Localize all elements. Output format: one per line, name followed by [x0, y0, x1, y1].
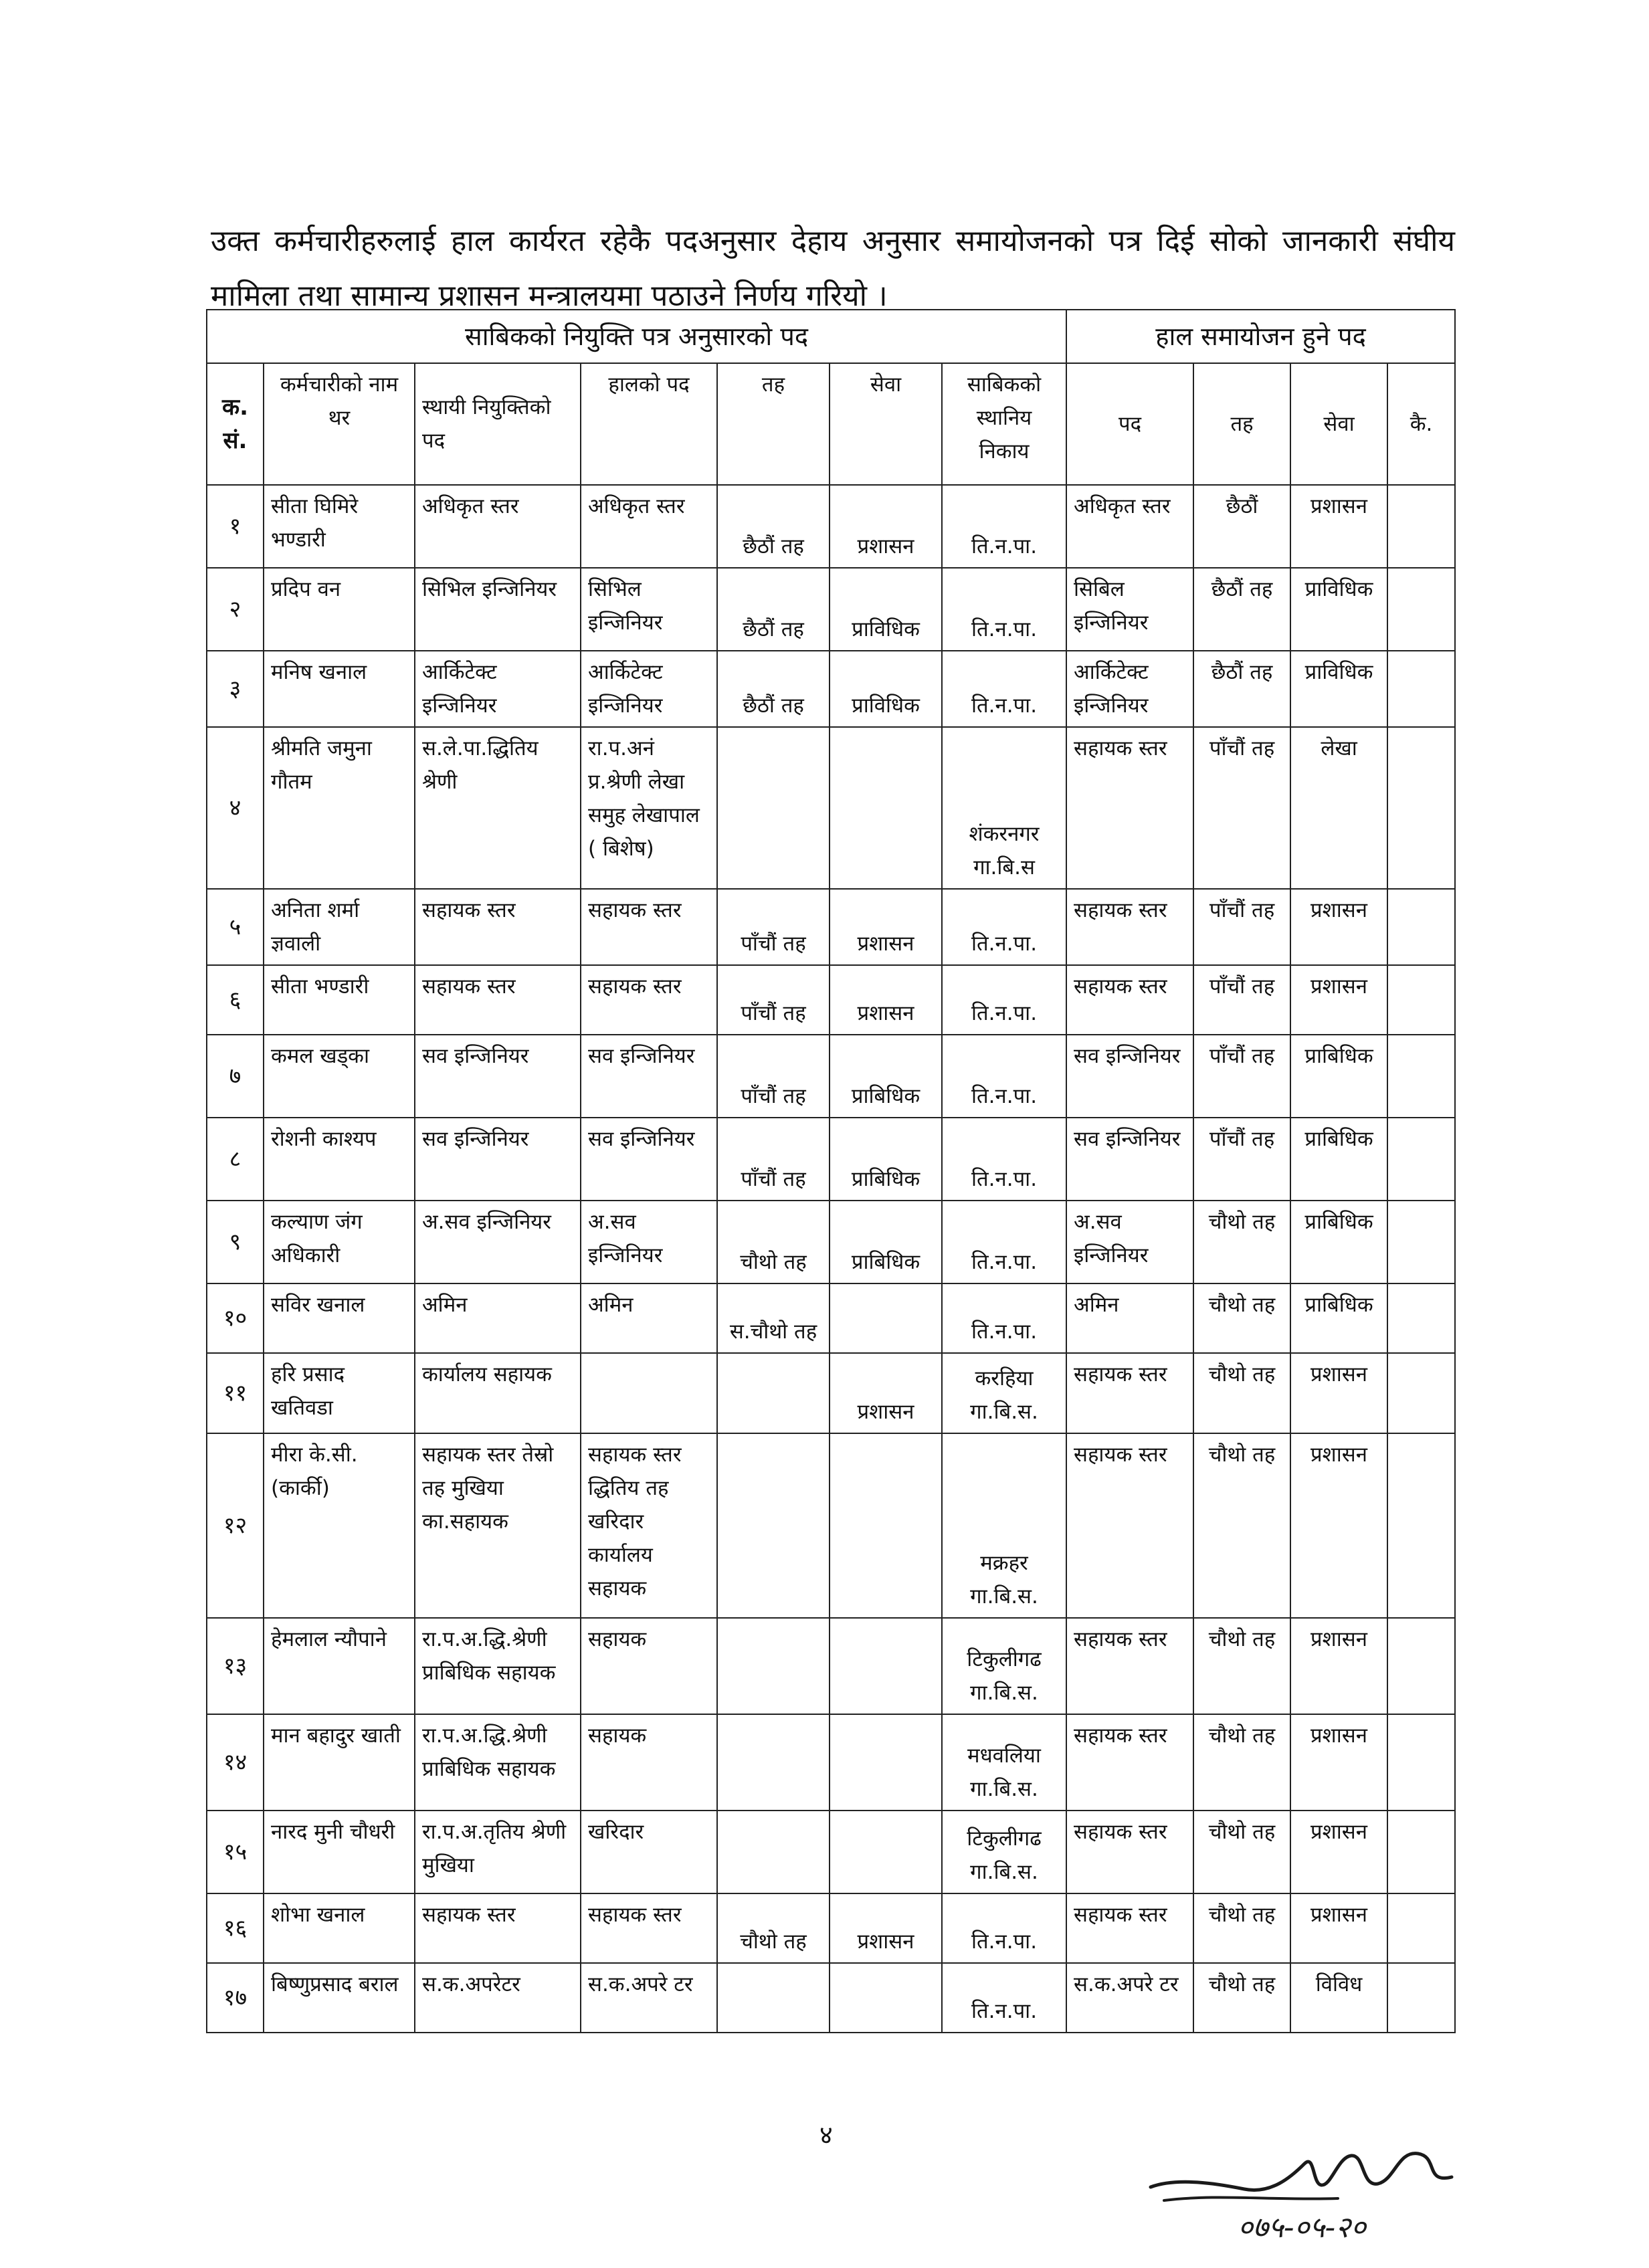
table-row [207, 1433, 1455, 1618]
new-service-cell: प्रशासन [1290, 1353, 1387, 1433]
current-post-cell: सहायक स्तर [581, 965, 717, 1035]
permanent-post-cell: सहायक स्तर [415, 965, 581, 1035]
name-cell: सविर खनाल [264, 1283, 415, 1353]
current-post-cell: अधिकृत स्तर [581, 485, 717, 568]
intro-paragraph: उक्त कर्मचारीहरुलाई हाल कार्यरत रहेकै पदअनुसार देहाय अनुसार समायोजनको पत्र दिई सोको जानकारी संघीय मामिला तथा सामान्य प्रशासन मन्त्रालयमा पठाउने निर्णय गरियो । [211, 224, 1455, 313]
header-new-service: सेवा [1290, 363, 1387, 485]
signature-date: ०७५-०५-२० [1238, 2210, 1366, 2245]
new-post-cell: सहायक स्तर [1066, 1433, 1193, 1618]
new-post-cell: सिबिल इन्जिनियर [1066, 568, 1193, 651]
remarks-cell [1387, 727, 1455, 889]
table-row [207, 568, 1455, 651]
new-level-cell: चौथो तह [1193, 1811, 1290, 1893]
name-cell: शोभा खनाल [264, 1893, 415, 1963]
new-service-cell: प्रशासन [1290, 1811, 1387, 1893]
local-body-cell: ति.न.पा. [942, 651, 1066, 727]
new-level-cell: चौथो तह [1193, 1433, 1290, 1618]
current-post-cell: सिभिल इन्जिनियर [581, 568, 717, 651]
header-serial: क. सं. [207, 363, 264, 485]
new-level-cell: छैठौं [1193, 485, 1290, 568]
new-level-cell: पाँचौं तह [1193, 727, 1290, 889]
serial-cell: ७ [207, 1035, 264, 1118]
current-post-cell: सहायक स्तर द्धितिय तह खरिदार कार्यालय सहायक [581, 1433, 717, 1618]
new-level-cell: पाँचौं तह [1193, 889, 1290, 965]
new-post-cell: सव इन्जिनियर [1066, 1118, 1193, 1201]
current-post-cell [581, 1353, 717, 1433]
new-post-cell: सव इन्जिनियर [1066, 1035, 1193, 1118]
serial-cell: ९ [207, 1201, 264, 1283]
service-cell: प्राविधिक [830, 568, 942, 651]
new-post-cell: सहायक स्तर [1066, 1618, 1193, 1714]
new-post-cell: सहायक स्तर [1066, 1893, 1193, 1963]
page-number: ४ [819, 2120, 833, 2150]
new-service-cell: प्राविधिक [1290, 651, 1387, 727]
name-cell: नारद मुनी चौधरी [264, 1811, 415, 1893]
level-cell: पाँचौं तह [717, 1118, 830, 1201]
permanent-post-cell: सिभिल इन्जिनियर [415, 568, 581, 651]
current-post-cell: अमिन [581, 1283, 717, 1353]
level-cell: छैठौं तह [717, 485, 830, 568]
new-service-cell: प्रशासन [1290, 1893, 1387, 1963]
local-body-cell: टिकुलीगढ गा.बि.स. [942, 1618, 1066, 1714]
group-header-previous: साबिकको नियुक्ति पत्र अनुसारको पद [207, 310, 1066, 363]
local-body-cell: टिकुलीगढ गा.बि.स. [942, 1811, 1066, 1893]
local-body-cell: ति.न.पा. [942, 1118, 1066, 1201]
new-service-cell: विविध [1290, 1963, 1387, 2033]
local-body-cell: ति.न.पा. [942, 1963, 1066, 2033]
new-service-cell: प्राबिधिक [1290, 1283, 1387, 1353]
serial-cell: ११ [207, 1353, 264, 1433]
table-row [207, 1118, 1455, 1201]
service-cell [830, 727, 942, 889]
serial-cell: १ [207, 485, 264, 568]
name-cell: मान बहादुर खाती [264, 1714, 415, 1811]
remarks-cell [1387, 1433, 1455, 1618]
new-level-cell: पाँचौं तह [1193, 1035, 1290, 1118]
name-cell: मीरा के.सी. (कार्की) [264, 1433, 415, 1618]
remarks-cell [1387, 1353, 1455, 1433]
table-row [207, 1283, 1455, 1353]
remarks-cell [1387, 1893, 1455, 1963]
serial-cell: २ [207, 568, 264, 651]
table-row [207, 651, 1455, 727]
local-body-cell: मधवलिया गा.बि.स. [942, 1714, 1066, 1811]
local-body-cell: शंकरनगर गा.बि.स [942, 727, 1066, 889]
permanent-post-cell: सव इन्जिनियर [415, 1035, 581, 1118]
service-cell: प्रशासन [830, 1353, 942, 1433]
name-cell: रोशनी काश्यप [264, 1118, 415, 1201]
header-level: तह [717, 363, 830, 485]
remarks-cell [1387, 1963, 1455, 2033]
serial-cell: ५ [207, 889, 264, 965]
table-row [207, 1714, 1455, 1811]
serial-cell: १० [207, 1283, 264, 1353]
permanent-post-cell: कार्यालय सहायक [415, 1353, 581, 1433]
header-permanent-post: स्थायी नियुक्तिको पद [415, 363, 581, 485]
level-cell [717, 1353, 830, 1433]
serial-cell: १७ [207, 1963, 264, 2033]
level-cell: छैठौं तह [717, 651, 830, 727]
permanent-post-cell: आर्किटेक्ट इन्जिनियर [415, 651, 581, 727]
table-row [207, 889, 1455, 965]
local-body-cell: ति.न.पा. [942, 1893, 1066, 1963]
group-header-adjusted: हाल समायोजन हुने पद [1066, 310, 1455, 363]
new-service-cell: प्राबिधिक [1290, 1201, 1387, 1283]
current-post-cell: सव इन्जिनियर [581, 1035, 717, 1118]
serial-cell: १४ [207, 1714, 264, 1811]
table-row [207, 1811, 1455, 1893]
local-body-cell: ति.न.पा. [942, 1283, 1066, 1353]
new-level-cell: चौथो तह [1193, 1893, 1290, 1963]
name-cell: मनिष खनाल [264, 651, 415, 727]
permanent-post-cell: स.ले.पा.द्धितिय श्रेणी [415, 727, 581, 889]
local-body-cell: ति.न.पा. [942, 568, 1066, 651]
name-cell: बिष्णुप्रसाद बराल [264, 1963, 415, 2033]
current-post-cell: सहायक स्तर [581, 1893, 717, 1963]
level-cell: स.चौथो तह [717, 1283, 830, 1353]
local-body-cell: ति.न.पा. [942, 1201, 1066, 1283]
permanent-post-cell: रा.प.अ.द्धि.श्रेणी प्राबिधिक सहायक [415, 1618, 581, 1714]
local-body-cell: ति.न.पा. [942, 965, 1066, 1035]
name-cell: अनिता शर्मा ज्ञवाली [264, 889, 415, 965]
level-cell: पाँचौं तह [717, 889, 830, 965]
header-new-post: पद [1066, 363, 1193, 485]
permanent-post-cell: अधिकृत स्तर [415, 485, 581, 568]
header-service: सेवा [830, 363, 942, 485]
new-service-cell: प्राबिधिक [1290, 1118, 1387, 1201]
service-cell [830, 1714, 942, 1811]
name-cell: कमल खड्का [264, 1035, 415, 1118]
level-cell: चौथो तह [717, 1201, 830, 1283]
local-body-cell: ति.न.पा. [942, 1035, 1066, 1118]
name-cell: हरि प्रसाद खतिवडा [264, 1353, 415, 1433]
new-service-cell: प्रशासन [1290, 889, 1387, 965]
new-post-cell: सहायक स्तर [1066, 1353, 1193, 1433]
level-cell [717, 1714, 830, 1811]
new-post-cell: अधिकृत स्तर [1066, 485, 1193, 568]
name-cell: सीता घिमिरे भण्डारी [264, 485, 415, 568]
permanent-post-cell: अमिन [415, 1283, 581, 1353]
service-cell: प्रशासन [830, 889, 942, 965]
table-row [207, 965, 1455, 1035]
service-cell: प्रशासन [830, 1893, 942, 1963]
new-service-cell: प्रशासन [1290, 1714, 1387, 1811]
current-post-cell: सहायक [581, 1714, 717, 1811]
current-post-cell: सहायक [581, 1618, 717, 1714]
new-level-cell: चौथो तह [1193, 1283, 1290, 1353]
table-row [207, 1893, 1455, 1963]
new-post-cell: सहायक स्तर [1066, 727, 1193, 889]
service-cell: प्रशासन [830, 485, 942, 568]
new-level-cell: चौथो तह [1193, 1618, 1290, 1714]
service-cell: प्राबिधिक [830, 1201, 942, 1283]
permanent-post-cell: स.क.अपरेटर [415, 1963, 581, 2033]
current-post-cell: अ.सव इन्जिनियर [581, 1201, 717, 1283]
new-post-cell: सहायक स्तर [1066, 889, 1193, 965]
serial-cell: ८ [207, 1118, 264, 1201]
level-cell [717, 1618, 830, 1714]
current-post-cell: आर्किटेक्ट इन्जिनियर [581, 651, 717, 727]
new-service-cell: प्रशासन [1290, 1618, 1387, 1714]
service-cell [830, 1811, 942, 1893]
new-level-cell: पाँचौं तह [1193, 965, 1290, 1035]
new-post-cell: अ.सव इन्जिनियर [1066, 1201, 1193, 1283]
header-new-level: तह [1193, 363, 1290, 485]
name-cell: प्रदिप वन [264, 568, 415, 651]
service-cell: प्राविधिक [830, 651, 942, 727]
serial-cell: ३ [207, 651, 264, 727]
new-level-cell: चौथो तह [1193, 1963, 1290, 2033]
name-cell: कल्याण जंग अधिकारी [264, 1201, 415, 1283]
current-post-cell: खरिदार [581, 1811, 717, 1893]
remarks-cell [1387, 1201, 1455, 1283]
remarks-cell [1387, 1618, 1455, 1714]
serial-cell: १६ [207, 1893, 264, 1963]
service-cell: प्राबिधिक [830, 1118, 942, 1201]
remarks-cell [1387, 1283, 1455, 1353]
new-service-cell: लेखा [1290, 727, 1387, 889]
column-header-row [207, 363, 1455, 485]
new-level-cell: छैठौं तह [1193, 568, 1290, 651]
local-body-cell: करहिया गा.बि.स. [942, 1353, 1066, 1433]
serial-cell: १५ [207, 1811, 264, 1893]
current-post-cell: स.क.अपरे टर [581, 1963, 717, 2033]
new-service-cell: प्रशासन [1290, 965, 1387, 1035]
level-cell [717, 1433, 830, 1618]
table-row [207, 1353, 1455, 1433]
service-cell [830, 1283, 942, 1353]
permanent-post-cell: सहायक स्तर तेस्रो तह मुखिया का.सहायक [415, 1433, 581, 1618]
new-post-cell: अमिन [1066, 1283, 1193, 1353]
service-cell [830, 1963, 942, 2033]
service-cell: प्राबिधिक [830, 1035, 942, 1118]
new-level-cell: चौथो तह [1193, 1201, 1290, 1283]
permanent-post-cell: सहायक स्तर [415, 889, 581, 965]
remarks-cell [1387, 1035, 1455, 1118]
new-service-cell: प्रशासन [1290, 485, 1387, 568]
group-header-row [207, 310, 1455, 363]
remarks-cell [1387, 568, 1455, 651]
new-post-cell: सहायक स्तर [1066, 965, 1193, 1035]
serial-cell: ६ [207, 965, 264, 1035]
table-row [207, 1201, 1455, 1283]
table-row [207, 1035, 1455, 1118]
new-level-cell: पाँचौं तह [1193, 1118, 1290, 1201]
permanent-post-cell: सहायक स्तर [415, 1893, 581, 1963]
remarks-cell [1387, 1714, 1455, 1811]
new-level-cell: चौथो तह [1193, 1714, 1290, 1811]
level-cell: पाँचौं तह [717, 1035, 830, 1118]
new-service-cell: प्राबिधिक [1290, 1035, 1387, 1118]
local-body-cell: मक्रहर गा.बि.स. [942, 1433, 1066, 1618]
remarks-cell [1387, 485, 1455, 568]
service-cell: प्रशासन [830, 965, 942, 1035]
table-row [207, 485, 1455, 568]
local-body-cell: ति.न.पा. [942, 889, 1066, 965]
permanent-post-cell: रा.प.अ.द्धि.श्रेणी प्राबिधिक सहायक [415, 1714, 581, 1811]
service-cell [830, 1618, 942, 1714]
remarks-cell [1387, 965, 1455, 1035]
new-level-cell: चौथो तह [1193, 1353, 1290, 1433]
remarks-cell [1387, 651, 1455, 727]
name-cell: सीता भण्डारी [264, 965, 415, 1035]
level-cell: पाँचौं तह [717, 965, 830, 1035]
header-name: कर्मचारीको नाम थर [264, 363, 415, 485]
level-cell: चौथो तह [717, 1893, 830, 1963]
local-body-cell: ति.न.पा. [942, 485, 1066, 568]
level-cell [717, 1963, 830, 2033]
name-cell: श्रीमति जमुना गौतम [264, 727, 415, 889]
header-remarks: कै. [1387, 363, 1455, 485]
remarks-cell [1387, 889, 1455, 965]
level-cell [717, 727, 830, 889]
level-cell [717, 1811, 830, 1893]
permanent-post-cell: अ.सव इन्जिनियर [415, 1201, 581, 1283]
new-post-cell: स.क.अपरे टर [1066, 1963, 1193, 2033]
header-local-body: साबिकको स्थानिय निकाय [942, 363, 1066, 485]
table-row [207, 1963, 1455, 2033]
service-cell [830, 1433, 942, 1618]
table-row [207, 1618, 1455, 1714]
serial-cell: १३ [207, 1618, 264, 1714]
adjustment-table [206, 309, 1456, 2033]
new-service-cell: प्रशासन [1290, 1433, 1387, 1618]
current-post-cell: सहायक स्तर [581, 889, 717, 965]
new-post-cell: सहायक स्तर [1066, 1811, 1193, 1893]
permanent-post-cell: रा.प.अ.तृतिय श्रेणी मुखिया [415, 1811, 581, 1893]
remarks-cell [1387, 1811, 1455, 1893]
table-row [207, 727, 1455, 889]
current-post-cell: सव इन्जिनियर [581, 1118, 717, 1201]
current-post-cell: रा.प.अनं प्र.श्रेणी लेखा समुह लेखापाल ( बिशेष) [581, 727, 717, 889]
new-level-cell: छैठौं तह [1193, 651, 1290, 727]
name-cell: हेमलाल न्यौपाने [264, 1618, 415, 1714]
level-cell: छैठौं तह [717, 568, 830, 651]
header-current-post: हालको पद [581, 363, 717, 485]
new-post-cell: सहायक स्तर [1066, 1714, 1193, 1811]
handwritten-signature [1137, 2137, 1512, 2251]
new-post-cell: आर्किटेक्ट इन्जिनियर [1066, 651, 1193, 727]
remarks-cell [1387, 1118, 1455, 1201]
serial-cell: ४ [207, 727, 264, 889]
permanent-post-cell: सव इन्जिनियर [415, 1118, 581, 1201]
serial-cell: १२ [207, 1433, 264, 1618]
new-service-cell: प्राविधिक [1290, 568, 1387, 651]
